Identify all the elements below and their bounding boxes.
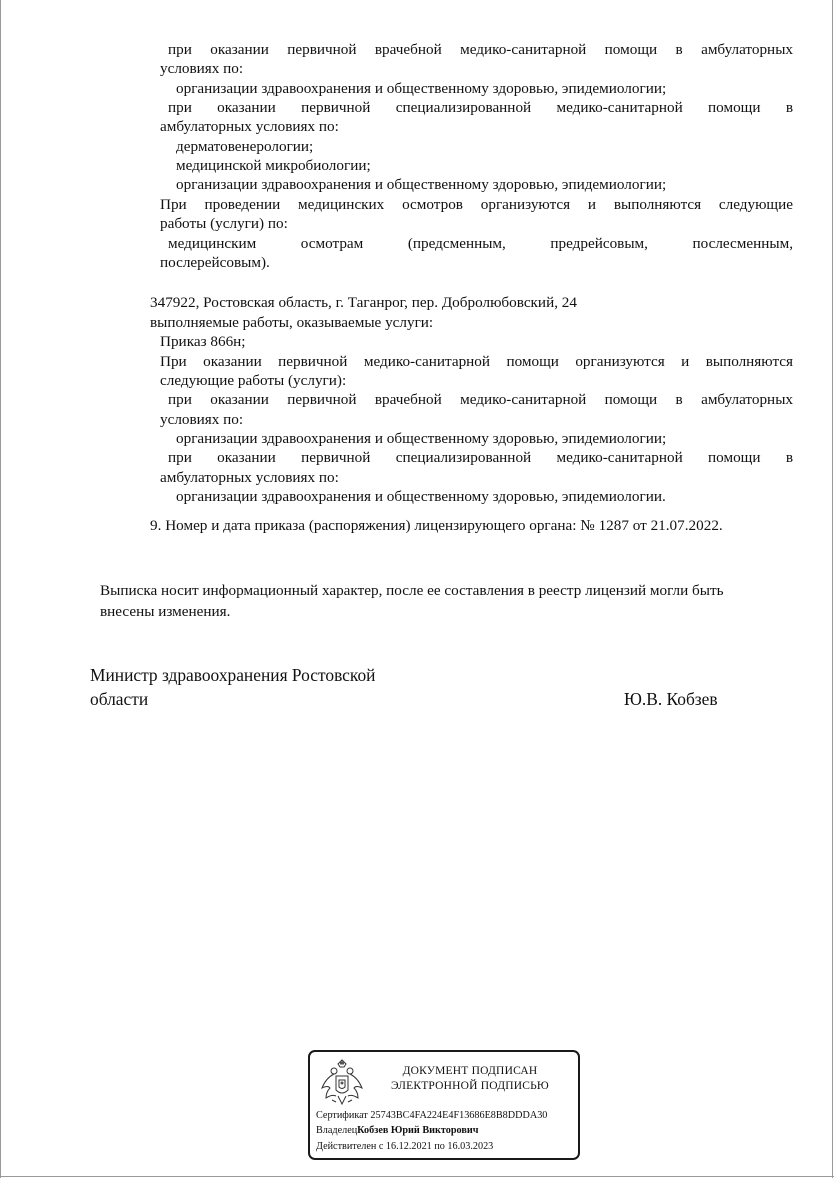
doc-line: амбулаторных условиях по:	[160, 469, 339, 486]
certificate-value: 25743BC4FA224E4F13686E8B8DDDA30	[370, 1110, 548, 1121]
signatory-name: Ю.В. Кобзев	[624, 689, 718, 709]
doc-line: дерматовенерологии;	[176, 138, 314, 155]
signatory-title: Министр здравоохранения Ростовской	[90, 665, 376, 685]
doc-line: амбулаторных условиях по:	[160, 118, 339, 135]
doc-line: следующие работы (услуги):	[160, 372, 347, 389]
doc-line: работы (услуги) по:	[160, 215, 288, 232]
certificate-label: Сертификат	[316, 1110, 368, 1121]
doc-line: организации здравоохранения и общественному здоровью, эпидемиологии.	[176, 488, 666, 505]
doc-line: При оказании первичной медико-санитарной помощи организуются и выполняются	[160, 353, 793, 370]
doc-line: организации здравоохранения и общественному здоровью, эпидемиологии;	[176, 80, 667, 97]
doc-line: при оказании первичной врачебной медико-санитарной помощи в амбулаторных	[168, 391, 793, 408]
doc-line: условиях по:	[160, 411, 244, 428]
doc-line: организации здравоохранения и общественному здоровью, эпидемиологии;	[176, 430, 667, 447]
owner-label: Владелец	[316, 1125, 358, 1136]
notice-line: Выписка носит информационный характер, после ее составления в реестр лицензий могли быть	[100, 582, 724, 599]
doc-line: медицинским осмотрам (предсменным, предрейсовым, послесменным,	[168, 235, 793, 252]
stamp-title	[372, 1064, 568, 1094]
stamp-title-line: ЭЛЕКТРОННОЙ ПОДПИСЬЮ	[391, 1080, 549, 1092]
address: 347922, Ростовская область, г. Таганрог, пер. Добролюбовский, 24	[150, 294, 577, 311]
order-reference: Приказ 866н;	[160, 333, 246, 350]
doc-line: при оказании первичной специализированной медико-санитарной помощи в	[168, 449, 793, 466]
owner-row	[316, 1124, 478, 1137]
page-border-bottom	[0, 1176, 834, 1177]
signatory-title: области	[90, 689, 149, 709]
validity-row: Действителен с 16.12.2021 по 16.03.2023	[316, 1141, 494, 1152]
stamp-title-line: ДОКУМЕНТ ПОДПИСАН	[402, 1065, 538, 1077]
doc-line: При проведении медицинских осмотров организуются и выполняются следующие	[160, 196, 793, 213]
certificate-row	[316, 1109, 547, 1122]
notice-line: внесены изменения.	[100, 603, 231, 620]
page-border-right	[832, 0, 833, 1178]
doc-line: при оказании первичной врачебной медико-санитарной помощи в амбулаторных	[168, 41, 793, 58]
license-order-item: 9. Номер и дата приказа (распоряжения) лицензирующего органа: № 1287 от 21.07.2022.	[150, 517, 723, 534]
doc-line: медицинской микробиологии;	[176, 157, 371, 174]
works-heading: выполняемые работы, оказываемые услуги:	[150, 314, 434, 331]
page-border-left	[0, 0, 1, 1178]
doc-line: условиях по:	[160, 60, 244, 77]
e-signature-stamp	[308, 1050, 580, 1160]
doc-line: организации здравоохранения и общественному здоровью, эпидемиологии;	[176, 176, 667, 193]
doc-line: послерейсовым).	[160, 254, 270, 271]
owner-value: Кобзев Юрий Викторович	[357, 1125, 479, 1136]
coat-of-arms-icon	[318, 1058, 366, 1108]
doc-line: при оказании первичной специализированной медико-санитарной помощи в	[168, 99, 793, 116]
